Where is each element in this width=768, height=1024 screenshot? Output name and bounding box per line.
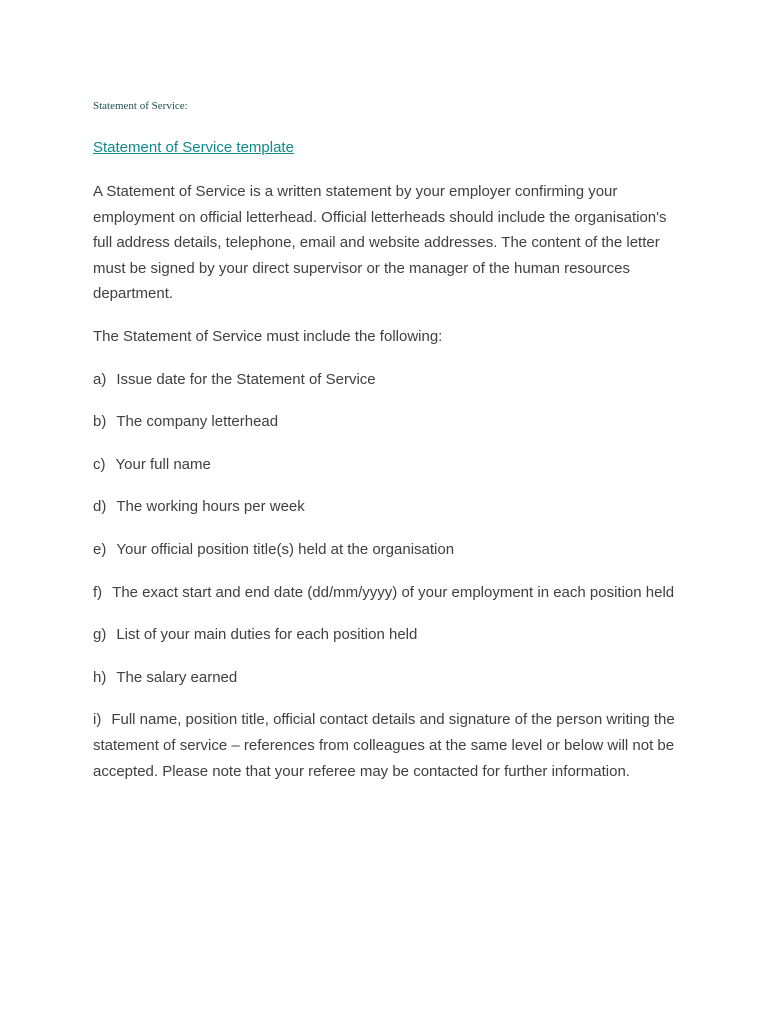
list-item-text: The company letterhead: [116, 413, 279, 431]
list-item-text: List of your main duties for each position held: [116, 626, 418, 644]
list-marker: c): [93, 455, 106, 473]
list-marker: b): [93, 413, 107, 431]
list-item-text: The salary earned: [116, 668, 238, 686]
list-item: [93, 409, 683, 435]
list-item-text: Full name, position title, official contact details and signature of the person writing the statement of service – references from colleagues at the same level or below will not be accepted. Please note that your referee may be contacted for further information.: [93, 711, 675, 780]
document-heading: Statement of Service:: [93, 100, 188, 112]
list-marker: e): [93, 540, 107, 558]
list-item-text: Your official position title(s) held at the organisation: [116, 540, 455, 558]
list-item: [93, 367, 683, 393]
template-link[interactable]: Statement of Service template: [93, 139, 294, 156]
list-item-text: Your full name: [115, 455, 211, 473]
list-marker: i): [93, 711, 102, 729]
list-marker: a): [93, 370, 107, 388]
list-lead-paragraph: The Statement of Service must include the following:: [93, 327, 443, 345]
list-item: [93, 537, 683, 563]
intro-paragraph: A Statement of Service is a written statement by your employer confirming your employment on official letterhead. Official letterheads should include the organisation's full address details, telephone, email and website addresses. The content of the letter must be signed by your direct supervisor or the manager of the human resources department.: [93, 183, 667, 303]
document-content: [93, 98, 683, 801]
list-item-text: The exact start and end date (dd/mm/yyyy) of your employment in each position held: [112, 583, 675, 601]
list-marker: f): [93, 583, 103, 601]
list-item: [93, 707, 683, 784]
list-item: [93, 580, 683, 606]
list-marker: d): [93, 498, 107, 516]
requirements-list: [93, 367, 683, 785]
list-item: [93, 622, 683, 648]
list-item: [93, 494, 683, 520]
list-item: [93, 452, 683, 478]
list-marker: h): [93, 668, 107, 686]
list-marker: g): [93, 626, 107, 644]
list-item-text: The working hours per week: [116, 498, 305, 516]
list-item: [93, 665, 683, 691]
list-item-text: Issue date for the Statement of Service: [116, 370, 376, 388]
